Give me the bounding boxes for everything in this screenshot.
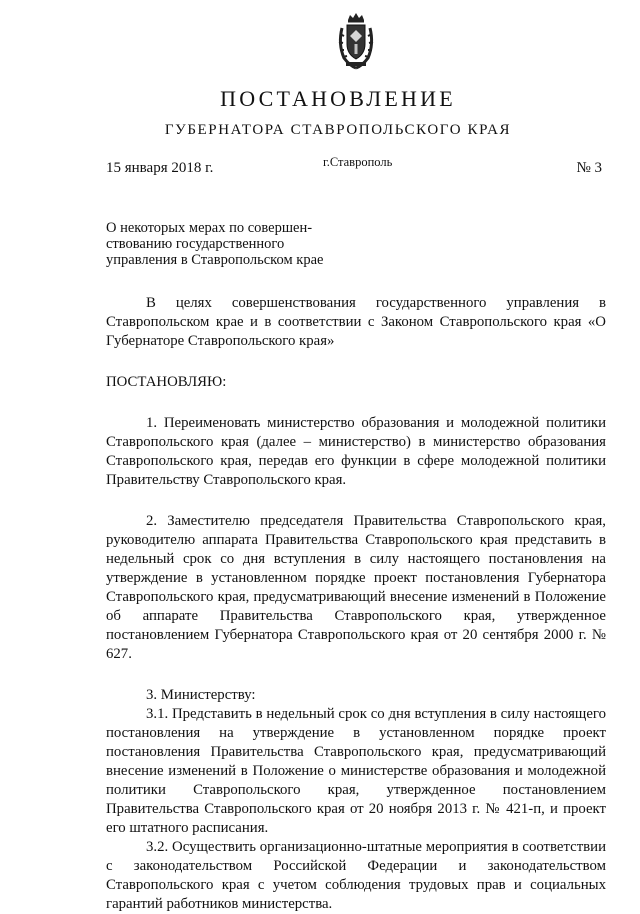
document-number: № 3	[576, 160, 602, 176]
item-3-paragraph: 3. Министерству:	[146, 687, 256, 703]
item-3-2-paragraph: 3.2. Осуществить организационно-штатные мероприятия в соответствии с законодательством Российской Федерации и законодательством Ставропольского края с учетом соблюдения трудовых прав и социальных гарантий работников министерства.	[106, 839, 606, 912]
item-1-paragraph: 1. Переименовать министерство образования и молодежной политики Ставропольского края (далее – министерство) в министерство образования Ставропольского края, передав его функции в сфере молодежной политики Правительству Ставропольского края.	[106, 415, 606, 488]
document-title: ПОСТАНОВЛЕНИЕ	[220, 86, 456, 111]
item-2-paragraph: 2. Заместителю председателя Правительства Ставропольского края, руководителю аппарата Правительства Ставропольского края представить в недельный срок со дня вступления в силу настоящего постановления на утверждение в установленном порядке проект постановления Губернатора Ставропольского края, предусматривающий внесение изменений в Положение об аппарате Правительства Ставропольского края, утвержденное постановлением Губернатора Ставропольского края от 20 сентября 2000 г. № 627.	[106, 513, 606, 662]
heading-line: О некоторых мерах по совершен-	[106, 220, 313, 236]
document-heading	[106, 220, 346, 268]
resolve-paragraph: ПОСТАНОВЛЯЮ:	[106, 374, 227, 390]
heading-line: ствованию государственного	[106, 236, 285, 252]
heading-line: управления в Ставропольском крае	[106, 252, 324, 268]
document-subtitle: ГУБЕРНАТОРА СТАВРОПОЛЬСКОГО КРАЯ	[164, 122, 512, 138]
coat-of-arms-icon	[336, 12, 376, 70]
item-3-1-paragraph: 3.1. Представить в недельный срок со дня вступления в силу настоящего постановления на утверждение в установленном порядке проект постановления Правительства Ставропольского края, предусматривающий внесение изменений в Положение о министерстве образования и молодежной политики Ставропольского края, утвержденное постановлением Правительства Ставропольского края от 20 ноября 2013 г. № 421-п, и проект его штатного расписания.	[106, 706, 606, 836]
document-body	[106, 294, 606, 914]
document-city: г.Ставрополь	[323, 155, 393, 169]
preamble-paragraph: В целях совершенствования государственного управления в Ставропольском крае и в соответствии с Законом Ставропольского края «О Губернаторе Ставропольского края»	[106, 295, 606, 349]
document-date: 15 января 2018 г.	[106, 160, 214, 176]
